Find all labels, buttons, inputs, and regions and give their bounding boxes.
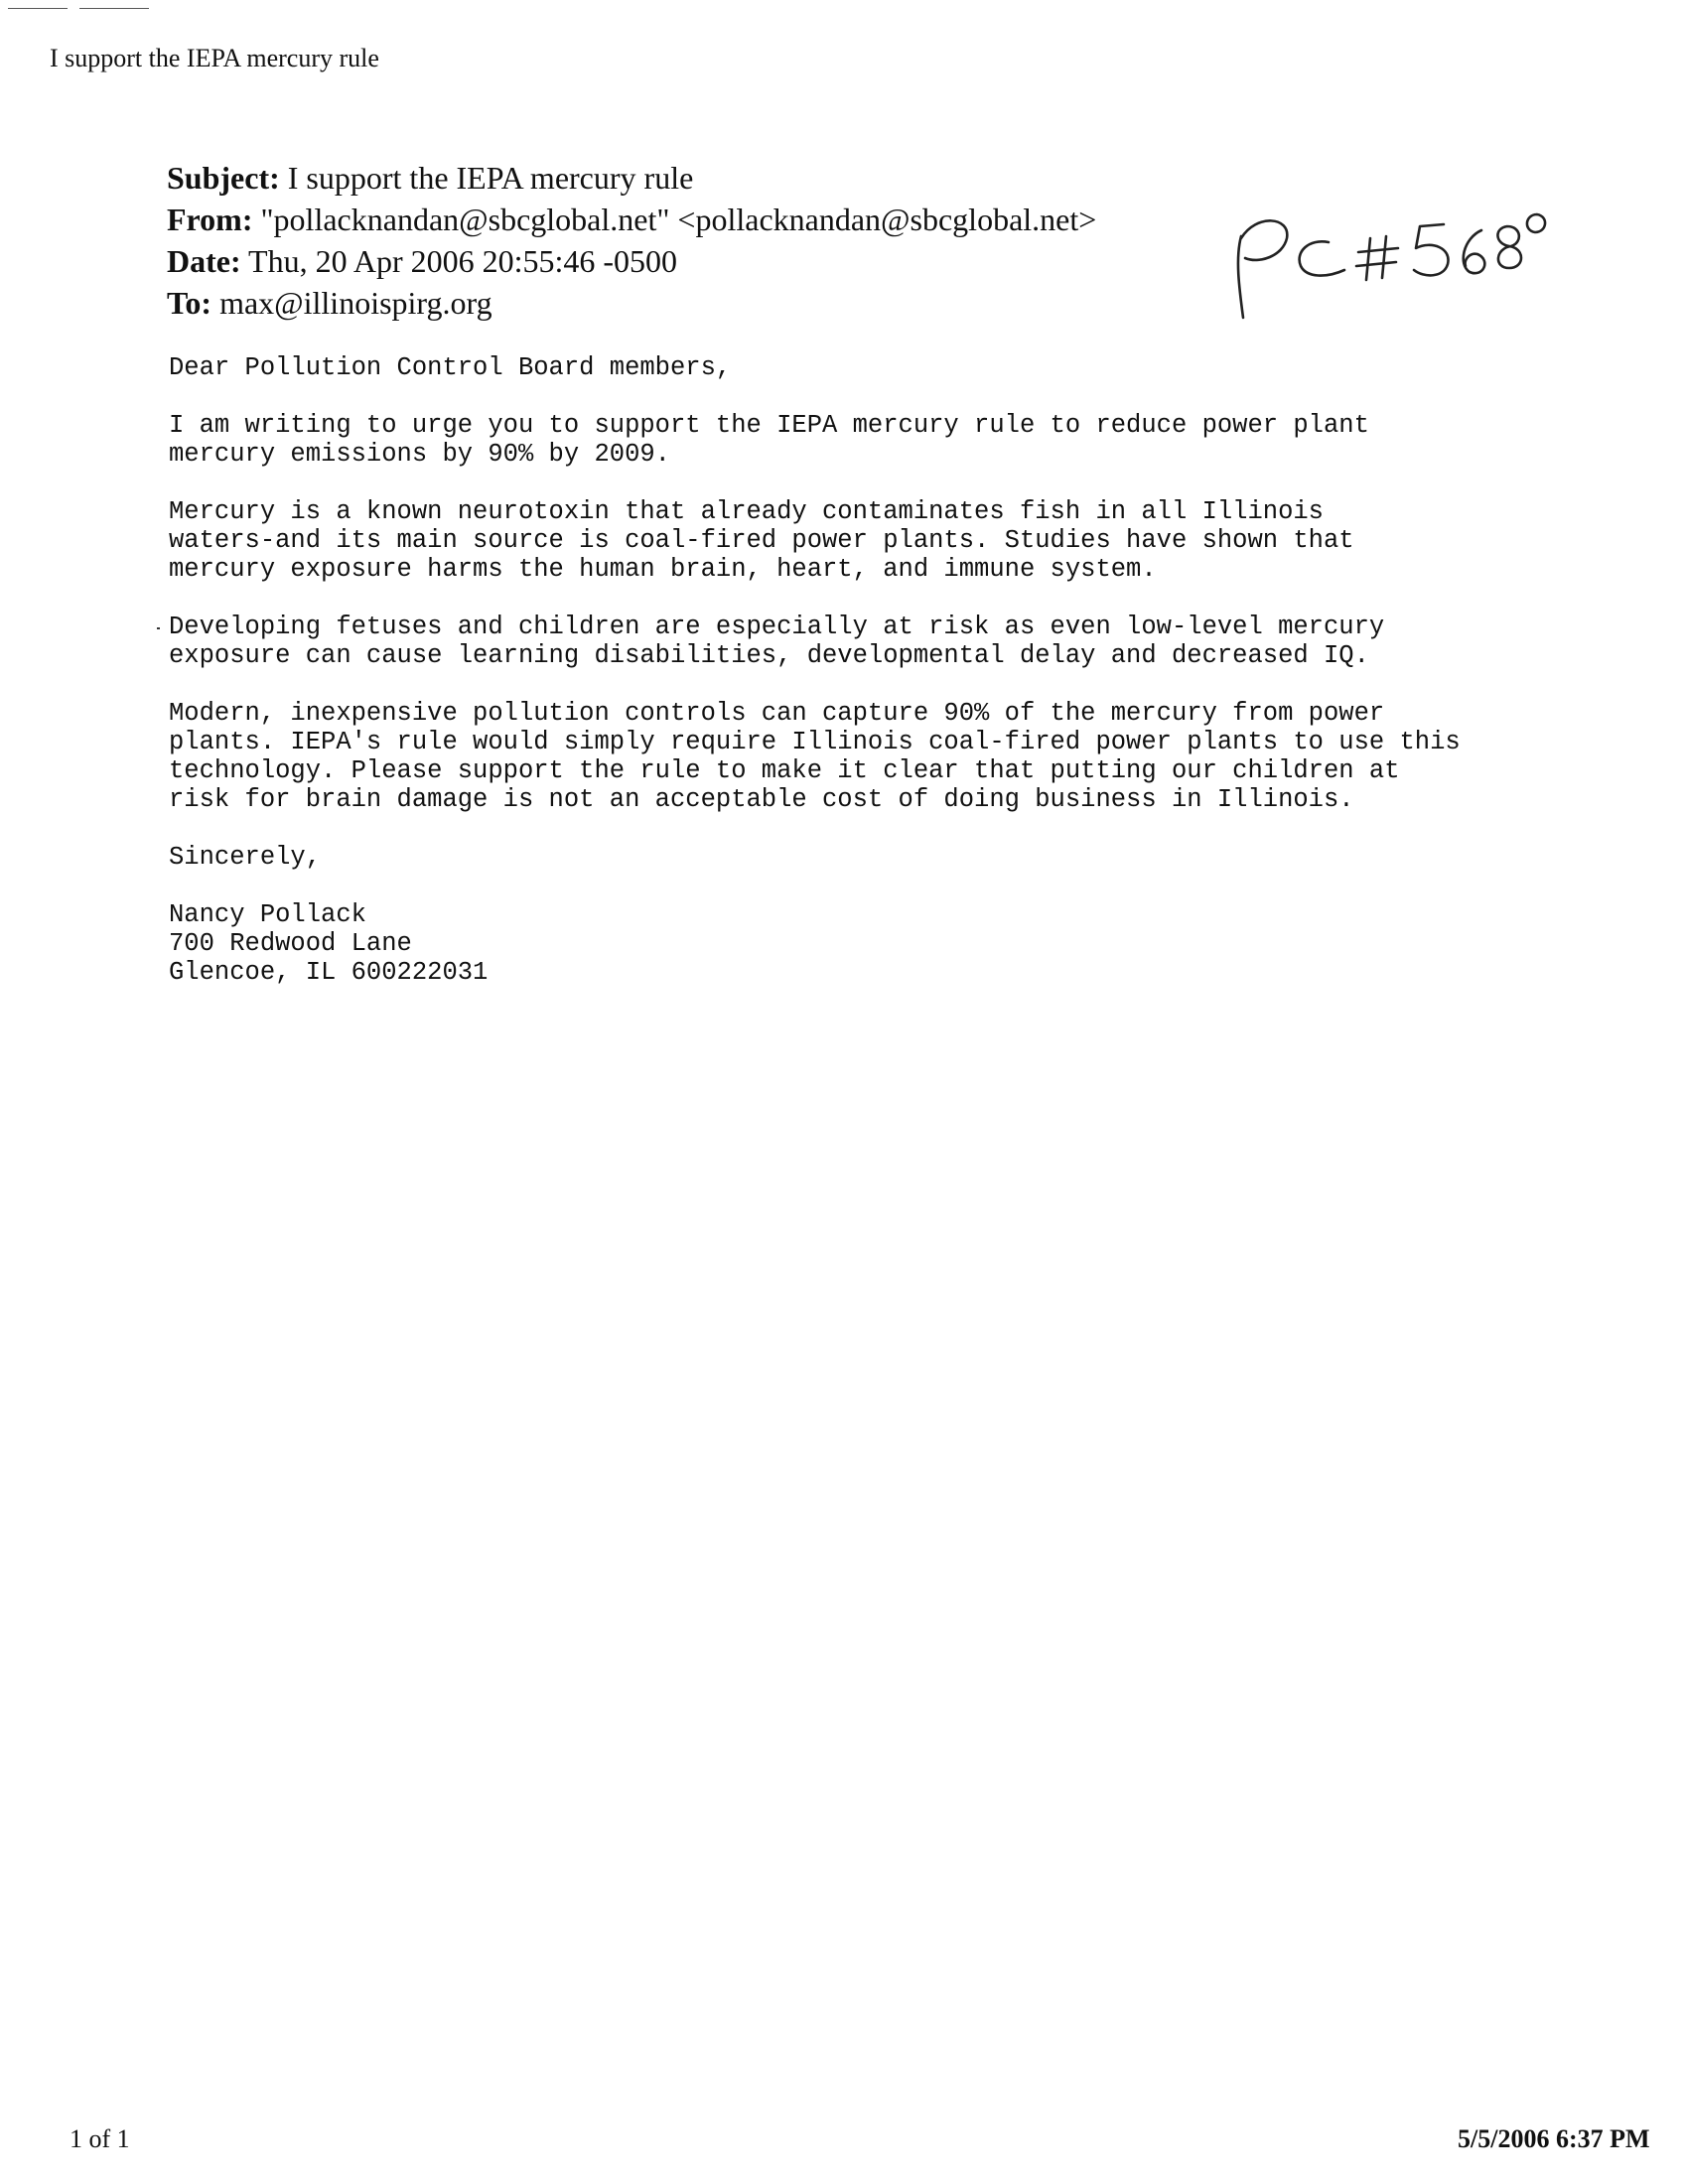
- body-paragraph: Mercury is a known neurotoxin that already contaminates fish in all Illinois waters-and its main source is coal-fired power plants. Studies have shown that mercury exposure harms the human brain, heart, and immune system.: [169, 497, 1354, 584]
- body-paragraph: I am writing to urge you to support the IEPA mercury rule to reduce power plant mercury emissions by 90% by 2009.: [169, 411, 1369, 469]
- stamp-text: PC # 5680: [1221, 208, 1226, 209]
- subject-value: I support the IEPA mercury rule: [287, 160, 694, 196]
- to-label: To:: [167, 285, 212, 321]
- to-value: max@illinoispirg.org: [219, 285, 492, 321]
- page-header-title: I support the IEPA mercury rule: [50, 44, 379, 72]
- date-row: [167, 240, 1096, 282]
- signature-address-line2: Glencoe, IL 600222031: [169, 958, 489, 987]
- body-paragraph: Modern, inexpensive pollution controls can capture 90% of the mercury from power plants. IEPA's rule would simply require Illinois coal-fired power plants to use this technology. Please support the rule to make it clear that putting our children at risk for brain damage is not an acceptable cost of doing business in Illinois.: [169, 699, 1461, 814]
- date-value: Thu, 20 Apr 2006 20:55:46 -0500: [248, 243, 678, 279]
- closing: Sincerely,: [169, 843, 322, 872]
- print-timestamp: 5/5/2006 6:37 PM: [1458, 2124, 1650, 2153]
- handwritten-stamp: [1221, 208, 1549, 328]
- date-label: Date:: [167, 243, 241, 279]
- scan-mark: [157, 627, 160, 629]
- email-body: [169, 353, 1559, 987]
- from-value: "pollacknandan@sbcglobal.net" <pollacknandan@sbcglobal.net>: [260, 202, 1097, 237]
- top-rule: [8, 8, 68, 9]
- top-rule: [79, 8, 149, 9]
- email-headers: [167, 157, 1096, 324]
- greeting: Dear Pollution Control Board members,: [169, 353, 732, 382]
- from-row: [167, 199, 1096, 240]
- signature-name: Nancy Pollack: [169, 900, 366, 929]
- to-row: [167, 282, 1096, 324]
- subject-row: [167, 157, 1096, 199]
- page-count: 1 of 1: [70, 2124, 130, 2153]
- from-label: From:: [167, 202, 253, 237]
- subject-label: Subject:: [167, 160, 280, 196]
- body-paragraph: Developing fetuses and children are especially at risk as even low-level mercury exposure can cause learning disabilities, developmental delay and decreased IQ.: [169, 613, 1385, 670]
- signature-address-line1: 700 Redwood Lane: [169, 929, 412, 958]
